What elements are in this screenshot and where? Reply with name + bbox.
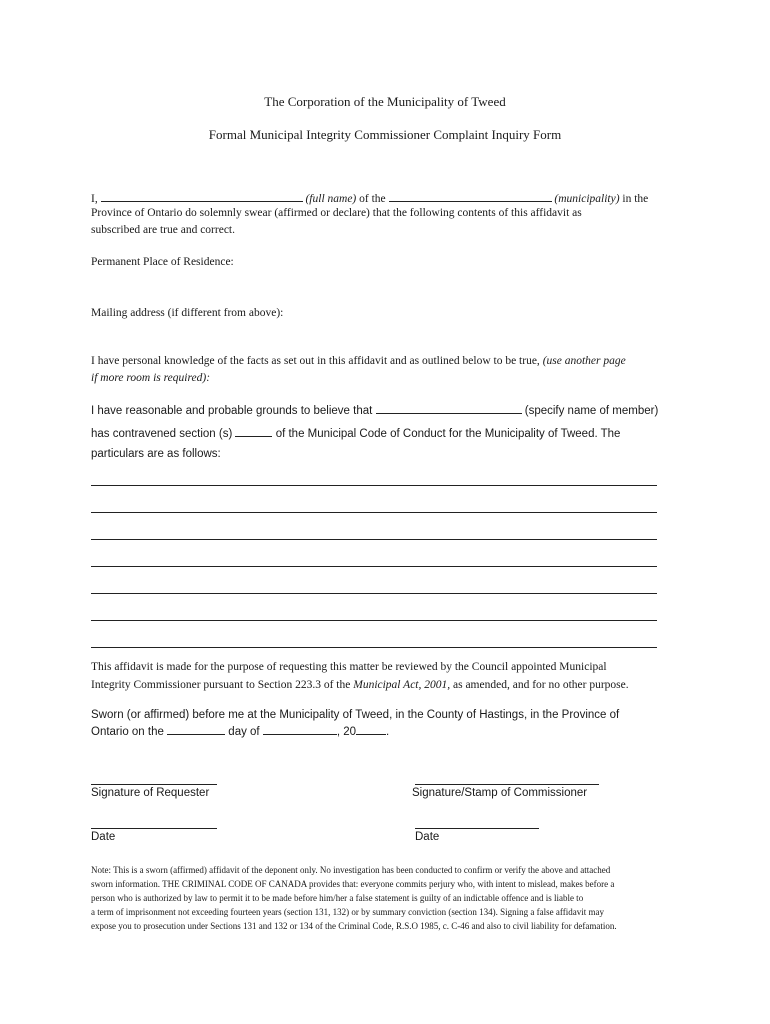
grounds-line-1: I have reasonable and probable grounds to believe that (specify name of member) xyxy=(91,402,658,417)
particulars-line[interactable] xyxy=(91,647,657,648)
sworn-day-field[interactable] xyxy=(167,723,225,735)
oath-line-3: subscribed are true and correct. xyxy=(91,224,235,236)
sworn-line-1: Sworn (or affirmed) before me at the Municipality of Tweed, in the County of Hastings, in the Province of xyxy=(91,709,620,721)
oath-line-2: Province of Ontario do solemnly swear (affirmed or declare) that the following contents of this affidavit as xyxy=(91,207,582,219)
grounds-line-3: particulars are as follows: xyxy=(91,448,221,460)
particulars-line[interactable] xyxy=(91,485,657,486)
knowledge-line-2: if more room is required): xyxy=(91,372,211,384)
commissioner-signature-line[interactable] xyxy=(415,784,599,785)
residence-label: Permanent Place of Residence: xyxy=(91,256,234,268)
commissioner-date-label: Date xyxy=(415,831,440,843)
particulars-line[interactable] xyxy=(91,620,657,621)
requester-signature-label: Signature of Requester xyxy=(91,787,210,799)
note-line-4: a term of imprisonment not exceeding fourteen years (section 131, 132) or by summary conviction (section 134). Signing a false affidavit may xyxy=(91,907,604,917)
form-subtitle: Formal Municipal Integrity Commissioner Complaint Inquiry Form xyxy=(208,127,562,142)
municipality-field[interactable] xyxy=(389,190,552,202)
particulars-line[interactable] xyxy=(91,512,657,513)
purpose-line-1: This affidavit is made for the purpose of requesting this matter be reviewed by the Council appointed Municipal xyxy=(91,661,607,673)
commissioner-signature-label: Signature/Stamp of Commissioner xyxy=(412,787,588,799)
document-title: The Corporation of the Municipality of Tweed xyxy=(264,94,506,109)
requester-date-label: Date xyxy=(91,831,116,843)
requester-date-line[interactable] xyxy=(91,828,217,829)
full-name-field[interactable] xyxy=(101,190,303,202)
member-name-field[interactable] xyxy=(376,402,522,414)
note-line-2: sworn information. THE CRIMINAL CODE OF CANADA provides that: everyone commits perjury who, with intent to mislead, makes before a xyxy=(91,879,615,889)
oath-line-1: I, (full name) of the (municipality) in the xyxy=(91,190,648,205)
note-line-3: person who is authorized by law to permit it to be made before him/her a false statement is guilty of an indictable offence and is liable to xyxy=(91,893,584,903)
particulars-line[interactable] xyxy=(91,539,657,540)
sworn-year-field[interactable] xyxy=(356,723,386,735)
grounds-line-2: has contravened section (s) of the Municipal Code of Conduct for the Municipality of Tweed. The xyxy=(91,425,620,440)
sworn-month-field[interactable] xyxy=(263,723,337,735)
knowledge-line-1: I have personal knowledge of the facts as set out in this affidavit and as outlined below to be true, (use another page xyxy=(91,355,626,367)
particulars-line[interactable] xyxy=(91,566,657,567)
section-number-field[interactable] xyxy=(235,425,272,437)
mailing-address-label: Mailing address (if different from above): xyxy=(91,307,284,319)
sworn-line-2: Ontario on the day of , 20 . xyxy=(91,723,389,738)
note-line-1: Note: This is a sworn (affirmed) affidavit of the deponent only. No investigation has been conducted to confirm or verify the above and attached xyxy=(91,865,611,875)
note-line-5: expose you to prosecution under Sections 131 and 132 or 134 of the Criminal Code, R.S.O 1985, c. C-46 and also to civil liability for defamation. xyxy=(91,921,617,931)
commissioner-date-line[interactable] xyxy=(415,828,539,829)
requester-signature-line[interactable] xyxy=(91,784,217,785)
purpose-line-2: Integrity Commissioner pursuant to Section 223.3 of the Municipal Act, 2001, as amended, and for no other purpose. xyxy=(91,679,629,691)
particulars-line[interactable] xyxy=(91,593,657,594)
